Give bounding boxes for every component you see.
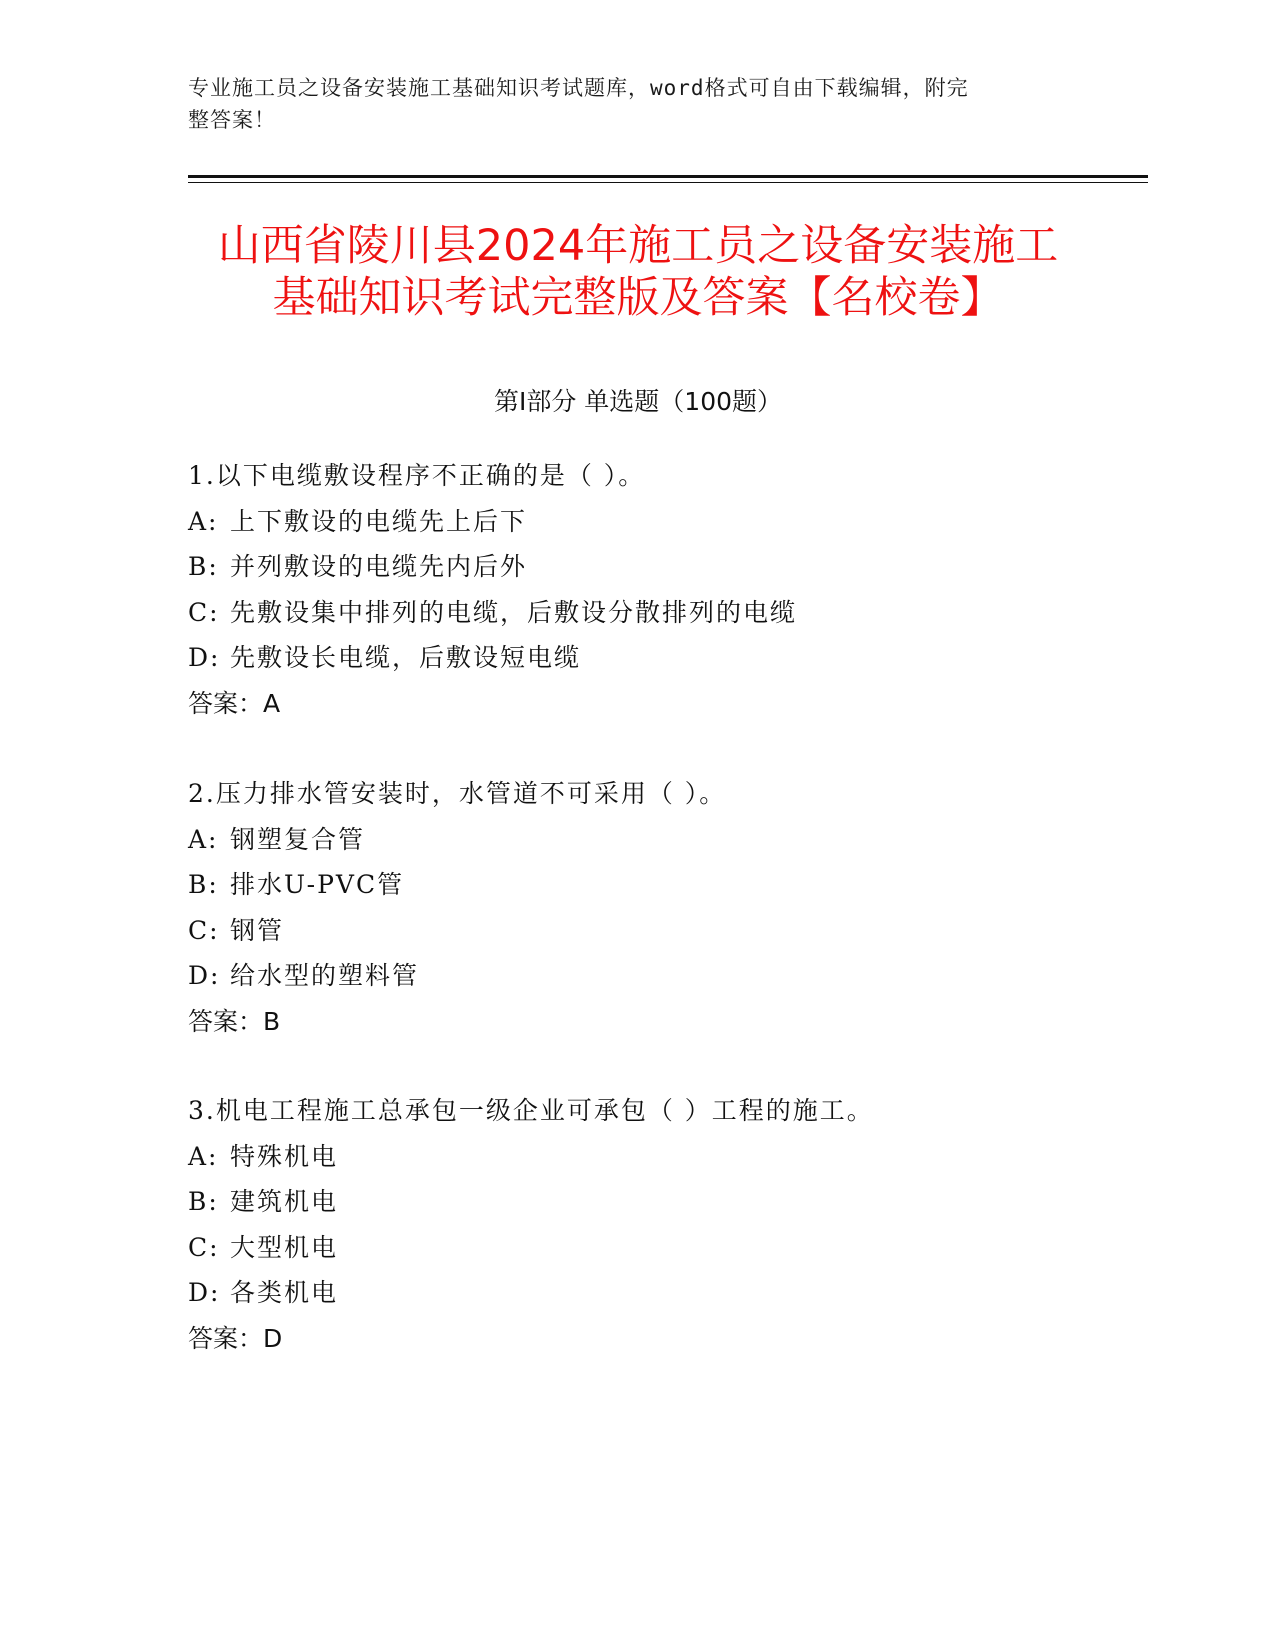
option-letter: C: (188, 915, 220, 945)
option-letter: B: (188, 870, 219, 899)
option-text: 排水U-PVC管 (230, 870, 405, 899)
option-letter: D: (188, 1278, 221, 1307)
option-letter: A: (188, 1141, 219, 1171)
option-d (188, 953, 1088, 999)
option-c (188, 1225, 1088, 1271)
answer-line: 答案：A (188, 688, 281, 718)
option-a (188, 499, 1088, 545)
question-1 (188, 453, 1088, 726)
question-3 (188, 1088, 1088, 1361)
document-title-line2: 基础知识考试完整版及答案【名校卷】 (272, 273, 1004, 323)
answer-line: 答案：D (188, 1323, 283, 1353)
option-letter: B: (188, 552, 219, 581)
question-2 (188, 771, 1088, 1044)
header-note-line2: 整答案！ (188, 108, 276, 132)
option-b (188, 862, 1088, 908)
option-text: 钢管 (230, 915, 285, 945)
option-text: 上下敷设的电缆先上后下 (230, 506, 528, 536)
document-title-line1: 山西省陵川县2024年施工员之设备安装施工 (217, 221, 1059, 271)
option-b (188, 1179, 1088, 1225)
option-letter: C: (188, 597, 220, 627)
option-text: 钢塑复合管 (230, 824, 366, 854)
option-text: 给水型的塑料管 (230, 961, 420, 990)
option-a (188, 1134, 1088, 1180)
option-letter: A: (188, 824, 219, 854)
option-c (188, 908, 1088, 954)
header-note-line1: 专业施工员之设备安装施工基础知识考试题库，word格式可自由下载编辑，附完 (188, 76, 969, 100)
option-d (188, 1270, 1088, 1316)
option-text: 大型机电 (230, 1232, 339, 1262)
question-stem: 3.机电工程施工总承包一级企业可承包（ ）工程的施工。 (188, 1096, 874, 1125)
header-note (188, 72, 1068, 136)
option-text: 先敷设集中排列的电缆，后敷设分散排列的电缆 (230, 597, 798, 627)
option-text: 建筑机电 (230, 1187, 339, 1216)
option-text: 特殊机电 (230, 1141, 339, 1171)
option-text: 先敷设长电缆，后敷设短电缆 (230, 643, 582, 672)
document-title (188, 220, 1088, 324)
answer-line: 答案：B (188, 1006, 281, 1036)
header-rule-thin (188, 182, 1148, 183)
section-heading: 第Ⅰ部分 单选题（100题） (493, 387, 783, 416)
option-letter: D: (188, 961, 221, 990)
option-letter: C: (188, 1232, 220, 1262)
option-text: 各类机电 (230, 1278, 339, 1307)
option-letter: B: (188, 1187, 219, 1216)
option-text: 并列敷设的电缆先内后外 (230, 552, 528, 581)
option-b (188, 544, 1088, 590)
question-stem: 2.压力排水管安装时，水管道不可采用（ ）。 (188, 779, 727, 808)
option-c (188, 590, 1088, 636)
header-rule-thick (188, 175, 1148, 178)
question-stem: 1.以下电缆敷设程序不正确的是（ ）。 (188, 461, 646, 490)
option-a (188, 817, 1088, 863)
option-letter: D: (188, 643, 221, 672)
option-d (188, 635, 1088, 681)
option-letter: A: (188, 506, 219, 536)
